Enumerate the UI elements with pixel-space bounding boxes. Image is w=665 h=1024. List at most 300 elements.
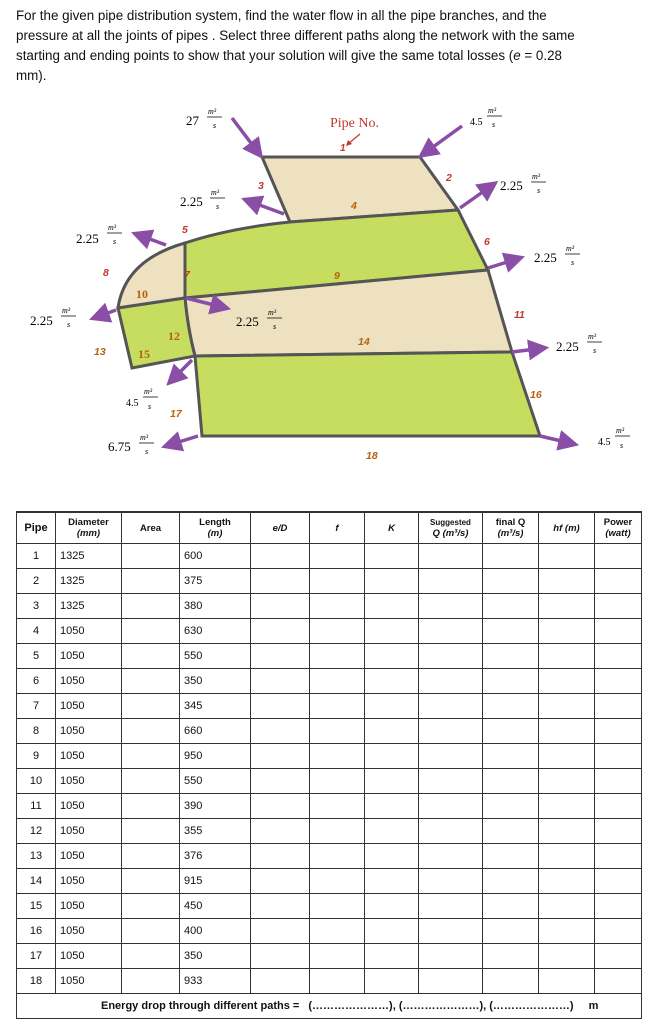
pipe-label-3: 3 xyxy=(258,180,264,192)
flow-label-2-25-right-2 xyxy=(534,244,580,267)
cell-k xyxy=(365,719,419,744)
cell-e-over-d xyxy=(251,719,310,744)
pipe-label-4: 4 xyxy=(351,200,357,212)
pipe-no-arrow-number: 1 xyxy=(340,143,346,154)
pipe-label-11: 11 xyxy=(514,309,525,321)
cell-final-q xyxy=(483,969,539,994)
svg-text:2.25: 2.25 xyxy=(180,194,203,209)
cell-power xyxy=(595,944,642,969)
cell-pipe: 3 xyxy=(17,594,56,619)
svg-text:s: s xyxy=(273,322,277,331)
cell-head-loss xyxy=(539,769,595,794)
table-row xyxy=(17,819,642,844)
cell-final-q xyxy=(483,569,539,594)
cell-pipe: 16 xyxy=(17,919,56,944)
cell-k xyxy=(365,694,419,719)
cell-length: 375 xyxy=(180,569,251,594)
cell-e-over-d xyxy=(251,844,310,869)
cell-friction-factor xyxy=(310,694,365,719)
cell-suggested-q xyxy=(419,594,483,619)
cell-pipe: 4 xyxy=(17,619,56,644)
cell-head-loss xyxy=(539,644,595,669)
cell-area xyxy=(122,769,180,794)
cell-e-over-d xyxy=(251,644,310,669)
cell-pipe: 1 xyxy=(17,544,56,569)
cell-friction-factor xyxy=(310,819,365,844)
problem-line-2: pressure at all the joints of pipes . Select three different paths along the network with the same xyxy=(16,28,575,43)
cell-pipe: 9 xyxy=(17,744,56,769)
cell-k xyxy=(365,819,419,844)
cell-diameter: 1050 xyxy=(56,819,122,844)
cell-final-q xyxy=(483,669,539,694)
cell-final-q xyxy=(483,844,539,869)
cell-area xyxy=(122,619,180,644)
header-e-over-d: e/D xyxy=(251,512,310,544)
cell-pipe: 2 xyxy=(17,569,56,594)
cell-e-over-d xyxy=(251,919,310,944)
cell-friction-factor xyxy=(310,569,365,594)
cell-pipe: 15 xyxy=(17,894,56,919)
cell-k xyxy=(365,619,419,644)
cell-suggested-q xyxy=(419,919,483,944)
cell-suggested-q xyxy=(419,669,483,694)
cell-final-q xyxy=(483,894,539,919)
table-row xyxy=(17,644,642,669)
cell-friction-factor xyxy=(310,969,365,994)
cell-suggested-q xyxy=(419,694,483,719)
flow-label-2-25-pipe3 xyxy=(180,188,225,211)
svg-text:m³: m³ xyxy=(208,107,217,116)
cell-final-q xyxy=(483,644,539,669)
svg-text:s: s xyxy=(593,346,597,355)
cell-final-q xyxy=(483,719,539,744)
cell-power xyxy=(595,919,642,944)
svg-text:s: s xyxy=(620,441,624,450)
energy-drop-row xyxy=(17,994,642,1019)
cell-e-over-d xyxy=(251,569,310,594)
cell-k xyxy=(365,794,419,819)
svg-text:m³: m³ xyxy=(616,426,625,435)
svg-text:m³: m³ xyxy=(588,332,597,341)
cell-power xyxy=(595,644,642,669)
problem-line-4: mm). xyxy=(16,68,47,83)
cell-head-loss xyxy=(539,844,595,869)
cell-friction-factor xyxy=(310,919,365,944)
cell-k xyxy=(365,669,419,694)
cell-length: 380 xyxy=(180,594,251,619)
header-suggested-q: Suggested Q (m³/s) xyxy=(419,512,483,544)
cell-head-loss xyxy=(539,594,595,619)
cell-power xyxy=(595,594,642,619)
flow-label-6-75 xyxy=(108,433,154,456)
cell-power xyxy=(595,694,642,719)
cell-pipe: 6 xyxy=(17,669,56,694)
problem-line-3: starting and ending points to show that your solution will give the same total losses ( xyxy=(16,48,514,63)
cell-e-over-d xyxy=(251,619,310,644)
arrow-out-bottom-right xyxy=(540,436,574,444)
cell-suggested-q xyxy=(419,969,483,994)
cell-area xyxy=(122,569,180,594)
svg-text:m³: m³ xyxy=(140,433,149,442)
cell-area xyxy=(122,819,180,844)
cell-length: 550 xyxy=(180,644,251,669)
cell-suggested-q xyxy=(419,894,483,919)
arrow-out-pipe3 xyxy=(246,200,284,214)
svg-text:s: s xyxy=(571,258,575,267)
cell-suggested-q xyxy=(419,644,483,669)
cell-length: 450 xyxy=(180,894,251,919)
svg-text:m³: m³ xyxy=(488,106,497,115)
cell-friction-factor xyxy=(310,619,365,644)
cell-pipe: 12 xyxy=(17,819,56,844)
cell-suggested-q xyxy=(419,819,483,844)
cell-final-q xyxy=(483,769,539,794)
cell-power xyxy=(595,794,642,819)
cell-k xyxy=(365,869,419,894)
pipe-label-13: 13 xyxy=(94,346,106,358)
header-k: K xyxy=(365,512,419,544)
cell-e-over-d xyxy=(251,869,310,894)
cell-length: 933 xyxy=(180,969,251,994)
cell-k xyxy=(365,844,419,869)
svg-text:m³: m³ xyxy=(62,306,71,315)
arrow-inflow-27 xyxy=(232,118,260,155)
flow-label-2-25-left xyxy=(30,306,76,329)
energy-drop-label: Energy drop through different paths = xyxy=(101,1000,300,1012)
cell-friction-factor xyxy=(310,594,365,619)
cell-diameter: 1050 xyxy=(56,969,122,994)
cell-e-over-d xyxy=(251,969,310,994)
cell-power xyxy=(595,744,642,769)
flow-label-2-25-right-3 xyxy=(556,332,602,355)
header-final-q: final Q (m³/s) xyxy=(483,512,539,544)
flow-label-4-5-top xyxy=(470,106,502,129)
cell-length: 630 xyxy=(180,619,251,644)
cell-power xyxy=(595,544,642,569)
cell-diameter: 1050 xyxy=(56,844,122,869)
cell-diameter: 1325 xyxy=(56,594,122,619)
cell-length: 376 xyxy=(180,844,251,869)
cell-suggested-q xyxy=(419,569,483,594)
cell-head-loss xyxy=(539,869,595,894)
arrow-out-right-1 xyxy=(460,184,494,208)
table-row xyxy=(17,869,642,894)
table-row xyxy=(17,794,642,819)
table-row xyxy=(17,719,642,744)
pipe-data-table xyxy=(16,511,642,1019)
cell-length: 400 xyxy=(180,919,251,944)
flow-label-4-5-bottom-right xyxy=(598,426,630,450)
svg-text:s: s xyxy=(67,320,71,329)
table-row xyxy=(17,569,642,594)
cell-length: 550 xyxy=(180,769,251,794)
header-area: Area xyxy=(122,512,180,544)
svg-text:s: s xyxy=(113,237,117,246)
table-row xyxy=(17,744,642,769)
cell-pipe: 8 xyxy=(17,719,56,744)
pipe-label-2: 2 xyxy=(446,172,452,184)
cell-diameter: 1050 xyxy=(56,869,122,894)
pipe-label-10: 10 xyxy=(136,287,148,301)
table-row xyxy=(17,769,642,794)
cell-k xyxy=(365,894,419,919)
flow-label-2-25-pipe8 xyxy=(76,223,122,246)
svg-text:2.25: 2.25 xyxy=(236,314,259,329)
cell-friction-factor xyxy=(310,544,365,569)
cell-friction-factor xyxy=(310,769,365,794)
problem-line-1: For the given pipe distribution system, find the water flow in all the pipe branches, and the xyxy=(16,8,547,23)
pipe-no-legend xyxy=(330,116,379,154)
svg-text:m³: m³ xyxy=(144,387,153,396)
cell-suggested-q xyxy=(419,619,483,644)
cell-final-q xyxy=(483,869,539,894)
cell-power xyxy=(595,969,642,994)
cell-power xyxy=(595,569,642,594)
cell-pipe: 14 xyxy=(17,869,56,894)
cell-power xyxy=(595,769,642,794)
svg-text:4.5: 4.5 xyxy=(470,117,483,128)
cell-pipe: 5 xyxy=(17,644,56,669)
pipe-label-15: 15 xyxy=(138,347,150,361)
table-row xyxy=(17,694,642,719)
svg-text:4.5: 4.5 xyxy=(126,398,139,409)
cell-head-loss xyxy=(539,719,595,744)
svg-text:s: s xyxy=(145,447,149,456)
cell-length: 915 xyxy=(180,869,251,894)
svg-text:2.25: 2.25 xyxy=(30,313,53,328)
cell-power xyxy=(595,669,642,694)
cell-diameter: 1050 xyxy=(56,944,122,969)
pipe-label-5: 5 xyxy=(182,224,188,236)
cell-area xyxy=(122,894,180,919)
cell-suggested-q xyxy=(419,544,483,569)
cell-e-over-d xyxy=(251,594,310,619)
cell-e-over-d xyxy=(251,894,310,919)
svg-text:m³: m³ xyxy=(566,244,575,253)
flow-label-2-25-right-1 xyxy=(500,172,546,195)
header-diameter: Diameter (mm) xyxy=(56,512,122,544)
cell-diameter: 1050 xyxy=(56,694,122,719)
cell-head-loss xyxy=(539,969,595,994)
cell-pipe: 10 xyxy=(17,769,56,794)
cell-final-q xyxy=(483,619,539,644)
table-row xyxy=(17,669,642,694)
arrow-out-bottom-left xyxy=(166,436,198,446)
cell-head-loss xyxy=(539,894,595,919)
flow-label-27 xyxy=(186,107,222,130)
table-row xyxy=(17,919,642,944)
cell-final-q xyxy=(483,744,539,769)
svg-text:4.5: 4.5 xyxy=(598,437,611,448)
cell-k xyxy=(365,594,419,619)
cell-power xyxy=(595,869,642,894)
arrow-out-pipe8 xyxy=(136,234,166,245)
cell-suggested-q xyxy=(419,719,483,744)
cell-e-over-d xyxy=(251,794,310,819)
pipe-network-diagram xyxy=(0,96,665,506)
arrow-out-right-3 xyxy=(512,348,544,352)
cell-area xyxy=(122,744,180,769)
cell-k xyxy=(365,769,419,794)
cell-e-over-d xyxy=(251,769,310,794)
svg-text:s: s xyxy=(537,186,541,195)
roughness-symbol: e xyxy=(513,48,521,63)
cell-head-loss xyxy=(539,569,595,594)
cell-length: 350 xyxy=(180,669,251,694)
table-row xyxy=(17,594,642,619)
cell-area xyxy=(122,944,180,969)
cell-power xyxy=(595,894,642,919)
arrow-out-left xyxy=(94,310,116,318)
cell-final-q xyxy=(483,819,539,844)
loop-bottom-green xyxy=(195,352,540,436)
svg-text:2.25: 2.25 xyxy=(500,178,523,193)
cell-head-loss xyxy=(539,544,595,569)
cell-k xyxy=(365,969,419,994)
svg-text:2.25: 2.25 xyxy=(534,250,557,265)
cell-area xyxy=(122,919,180,944)
header-length: Length (m) xyxy=(180,512,251,544)
cell-diameter: 1325 xyxy=(56,544,122,569)
cell-final-q xyxy=(483,794,539,819)
cell-suggested-q xyxy=(419,844,483,869)
cell-power xyxy=(595,844,642,869)
cell-pipe: 18 xyxy=(17,969,56,994)
arrow-out-right-2 xyxy=(488,258,520,268)
cell-suggested-q xyxy=(419,794,483,819)
cell-e-over-d xyxy=(251,544,310,569)
svg-text:s: s xyxy=(492,120,496,129)
cell-pipe: 17 xyxy=(17,944,56,969)
pipe-label-8: 8 xyxy=(103,267,109,279)
cell-pipe: 13 xyxy=(17,844,56,869)
svg-text:s: s xyxy=(216,202,220,211)
cell-diameter: 1050 xyxy=(56,794,122,819)
table-row xyxy=(17,844,642,869)
cell-length: 950 xyxy=(180,744,251,769)
cell-suggested-q xyxy=(419,769,483,794)
energy-drop-unit: m xyxy=(588,1000,599,1012)
pipe-no-label: Pipe No. xyxy=(330,116,379,131)
cell-pipe: 11 xyxy=(17,794,56,819)
cell-length: 355 xyxy=(180,819,251,844)
cell-friction-factor xyxy=(310,644,365,669)
svg-text:m³: m³ xyxy=(532,172,541,181)
cell-head-loss xyxy=(539,794,595,819)
cell-k xyxy=(365,569,419,594)
cell-diameter: 1050 xyxy=(56,669,122,694)
cell-e-over-d xyxy=(251,669,310,694)
cell-final-q xyxy=(483,594,539,619)
cell-diameter: 1050 xyxy=(56,744,122,769)
svg-text:s: s xyxy=(148,402,152,411)
arrow-out-pipe17 xyxy=(170,360,192,382)
cell-head-loss xyxy=(539,694,595,719)
svg-text:m³: m³ xyxy=(268,308,277,317)
roughness-value: = 0.28 xyxy=(520,48,562,63)
pipe-label-18: 18 xyxy=(366,450,378,462)
cell-final-q xyxy=(483,544,539,569)
cell-length: 350 xyxy=(180,944,251,969)
svg-text:s: s xyxy=(213,121,217,130)
cell-area xyxy=(122,544,180,569)
cell-final-q xyxy=(483,944,539,969)
svg-text:27: 27 xyxy=(186,113,199,128)
pipe-label-6: 6 xyxy=(484,236,490,248)
cell-diameter: 1050 xyxy=(56,919,122,944)
cell-e-over-d xyxy=(251,694,310,719)
cell-final-q xyxy=(483,919,539,944)
pipe-label-12: 12 xyxy=(168,329,180,343)
cell-length: 345 xyxy=(180,694,251,719)
cell-length: 600 xyxy=(180,544,251,569)
cell-friction-factor xyxy=(310,794,365,819)
cell-friction-factor xyxy=(310,869,365,894)
cell-final-q xyxy=(483,694,539,719)
cell-k xyxy=(365,944,419,969)
cell-head-loss xyxy=(539,819,595,844)
pipe-label-7: 7 xyxy=(184,269,190,281)
svg-text:6.75: 6.75 xyxy=(108,439,131,454)
cell-diameter: 1050 xyxy=(56,619,122,644)
cell-suggested-q xyxy=(419,744,483,769)
flow-label-4-5-pipe17 xyxy=(126,387,158,411)
cell-head-loss xyxy=(539,669,595,694)
loop-left-green xyxy=(118,298,195,368)
cell-friction-factor xyxy=(310,944,365,969)
cell-e-over-d xyxy=(251,944,310,969)
cell-diameter: 1050 xyxy=(56,719,122,744)
pipe-label-16: 16 xyxy=(530,389,542,401)
cell-area xyxy=(122,694,180,719)
cell-head-loss xyxy=(539,619,595,644)
cell-area xyxy=(122,869,180,894)
cell-e-over-d xyxy=(251,744,310,769)
header-pipe: Pipe xyxy=(17,512,56,544)
cell-diameter: 1050 xyxy=(56,894,122,919)
cell-suggested-q xyxy=(419,944,483,969)
cell-friction-factor xyxy=(310,894,365,919)
cell-area xyxy=(122,844,180,869)
table-row xyxy=(17,969,642,994)
cell-area xyxy=(122,594,180,619)
table-row xyxy=(17,894,642,919)
header-friction-factor: f xyxy=(310,512,365,544)
cell-friction-factor xyxy=(310,844,365,869)
cell-diameter: 1325 xyxy=(56,569,122,594)
cell-head-loss xyxy=(539,919,595,944)
cell-area xyxy=(122,794,180,819)
cell-area xyxy=(122,669,180,694)
cell-length: 390 xyxy=(180,794,251,819)
svg-text:m³: m³ xyxy=(108,223,117,232)
cell-pipe: 7 xyxy=(17,694,56,719)
table-header-row xyxy=(17,512,642,544)
cell-k xyxy=(365,644,419,669)
cell-area xyxy=(122,969,180,994)
table-row xyxy=(17,619,642,644)
cell-power xyxy=(595,719,642,744)
cell-head-loss xyxy=(539,944,595,969)
cell-e-over-d xyxy=(251,819,310,844)
table-row xyxy=(17,944,642,969)
table-row xyxy=(17,544,642,569)
cell-power xyxy=(595,819,642,844)
cell-friction-factor xyxy=(310,669,365,694)
cell-area xyxy=(122,644,180,669)
cell-friction-factor xyxy=(310,719,365,744)
header-power: Power (watt) xyxy=(595,512,642,544)
